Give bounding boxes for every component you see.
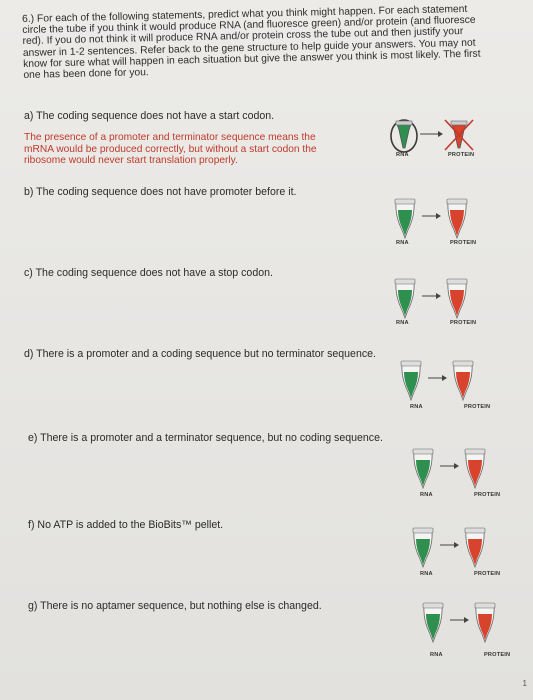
instructions-paragraph: 6.) For each of the following statements, predict what you think might happen. For each statement circle the tube if you think it would produce RNA (and fluoresce green) and/or protein (and fluoresce red). If you do not think it will produce RNA and/or protein cross the tube out and then justify your answer in 1-2 sentences. Refer back to the gene structure to help guide your answers. You may not know for sure what will happen in each situation but give the answer you think is most likely. The first one has been done for you. [22, 3, 481, 81]
rna-label: RNA [420, 571, 433, 577]
tube-pair-a-graphic [388, 112, 508, 172]
rna-label: RNA [420, 492, 433, 498]
protein-label: PROTEIN [464, 404, 491, 410]
rna-label: RNA [430, 652, 443, 658]
question-f: f) No ATP is added to the BioBits™ pellet. [28, 519, 224, 531]
rna-label: RNA [410, 404, 423, 410]
question-c: c) The coding sequence does not have a stop codon. [24, 267, 273, 279]
question-e: e) There is a promoter and a terminator sequence, but no coding sequence. [28, 432, 383, 444]
question-a: a) The coding sequence does not have a start codon. [24, 110, 275, 122]
question-b: b) The coding sequence does not have promoter before it. [24, 186, 297, 198]
tube-group-e [410, 446, 520, 502]
answer-a: The presence of a promoter and terminator sequence means the mRNA would be produced correctly, but without a start codon the ribosome would never start translation properly. [24, 132, 317, 167]
protein-label: PROTEIN [474, 492, 501, 498]
protein-label: PROTEIN [450, 320, 477, 326]
tube-group-d [398, 358, 508, 414]
tube-group-b [392, 196, 502, 252]
tube-group-c [392, 276, 502, 332]
rna-label: RNA [396, 152, 409, 158]
rna-label: RNA [396, 320, 409, 326]
rna-label: RNA [396, 240, 409, 246]
tube-group-a [388, 112, 508, 172]
tube-group-f [410, 525, 520, 581]
question-d: d) There is a promoter and a coding sequence but no terminator sequence. [24, 348, 376, 360]
protein-label: PROTEIN [484, 652, 511, 658]
protein-label: PROTEIN [450, 240, 477, 246]
protein-label: PROTEIN [474, 571, 501, 577]
tube-group-g [420, 600, 530, 664]
question-g: g) There is no aptamer sequence, but nothing else is changed. [28, 600, 322, 612]
protein-label: PROTEIN [448, 152, 475, 158]
page-number: 1 [522, 679, 527, 688]
